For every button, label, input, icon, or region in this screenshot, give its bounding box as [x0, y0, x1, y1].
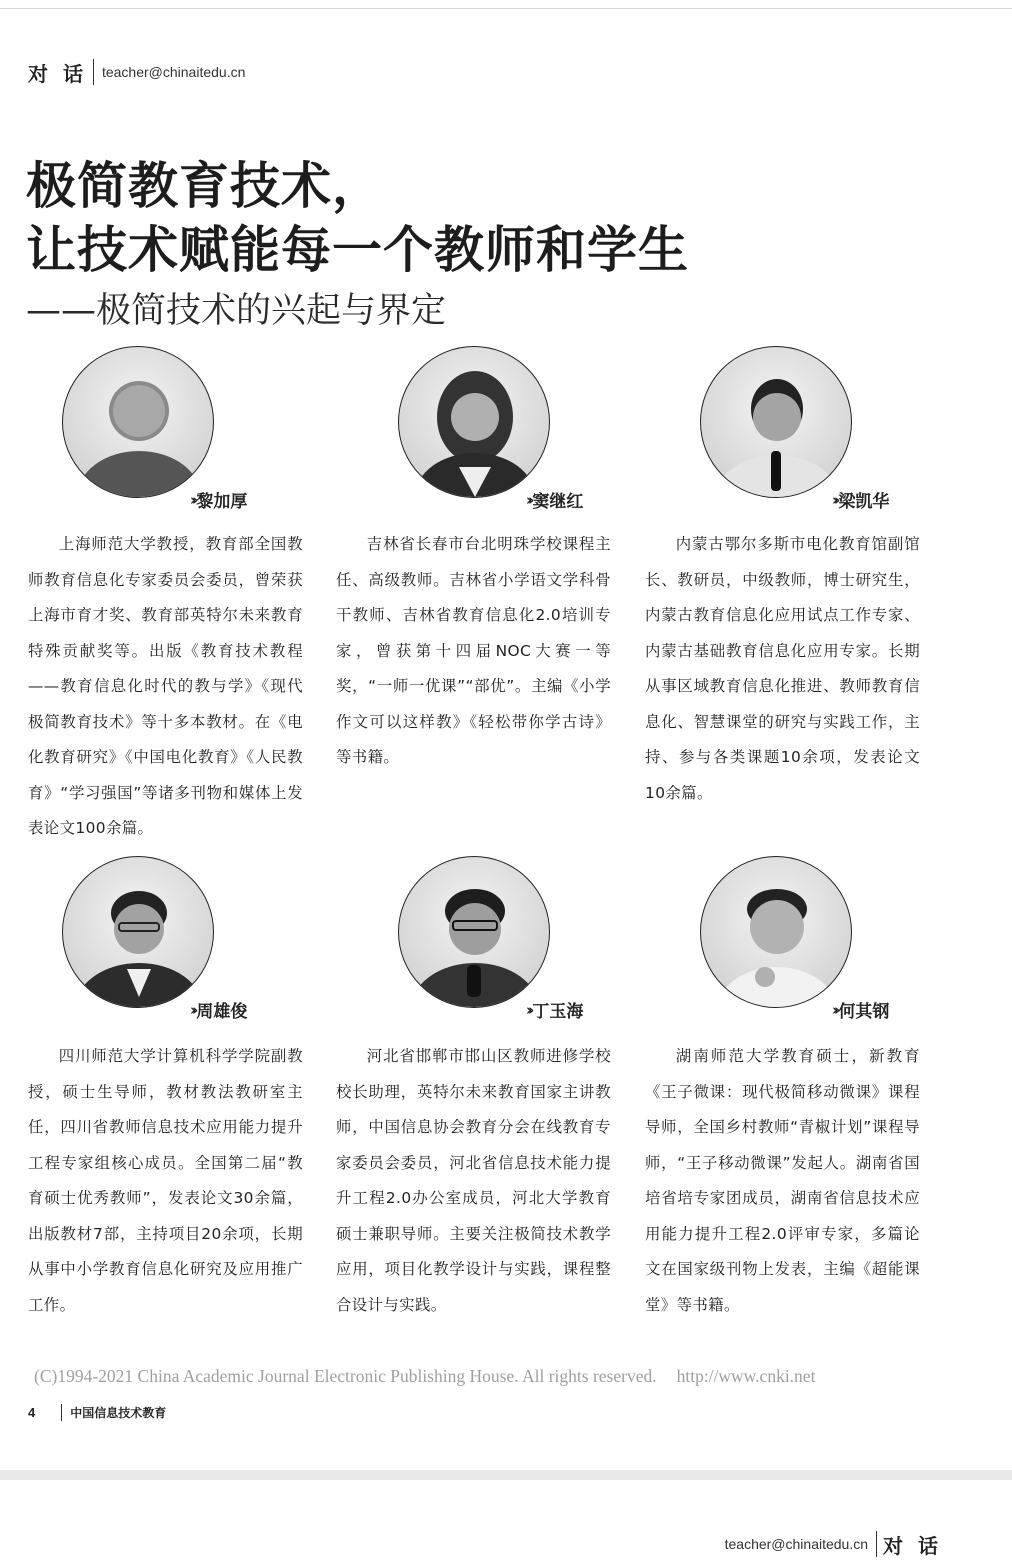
portrait-photo: [700, 346, 852, 498]
portrait-photo: [700, 856, 852, 1008]
person-name: ›› 丁玉海: [526, 1000, 584, 1022]
double-chevron-icon: ››: [190, 490, 195, 509]
header-email[interactable]: teacher@chinaitedu.cn: [101, 64, 246, 80]
copyright-notice: (C)1994-2021 China Academic Journal Electronic Publishing House. All rights reserved. http://www.cnki.net: [34, 1366, 816, 1386]
footer-divider: [61, 1404, 62, 1421]
person-bio: 湖南师范大学教育硕士，新教育《王子微课：现代极简移动微课》课程导师，全国乡村教师“青椒计划”课程导师，“王子移动微课”发起人。湖南省国培省培专家团成员，湖南省信息技术应用能力提升工程2.0评审专家，多篇论文在国家级刊物上发表，主编《超能课堂》等书籍。: [645, 1047, 920, 1314]
portrait-photo: [398, 346, 550, 498]
section-label: 对 话: [28, 61, 87, 86]
double-chevron-icon: ››: [832, 1000, 837, 1019]
journal-name: 中国信息技术教育: [70, 1405, 167, 1420]
section-label: 对 话: [883, 1533, 942, 1558]
header-divider: [93, 59, 94, 85]
article-subtitle: ——极简技术的兴起与界定: [26, 291, 447, 331]
page-separator: [0, 1470, 1012, 1480]
person-name: ›› 黎加厚: [190, 490, 248, 512]
double-chevron-icon: ››: [526, 490, 531, 509]
portrait-photo: [62, 856, 214, 1008]
page-number: 4: [28, 1404, 36, 1420]
double-chevron-icon: ››: [526, 1000, 531, 1019]
page-header: [28, 58, 245, 86]
cnki-link[interactable]: http://www.cnki.net: [676, 1366, 816, 1386]
portrait-photo: [62, 346, 214, 498]
person-bio: 内蒙古鄂尔多斯市电化教育馆副馆长、教研员，中级教师，博士研究生，内蒙古教育信息化应用试点工作专家、内蒙古基础教育信息化应用专家。长期从事区域教育信息化推进、教师教育信息化、智慧课堂的研究与实践工作，主持、参与各类课题10余项，发表论文10余篇。: [645, 535, 920, 802]
person-bio: 河北省邯郸市邯山区教师进修学校校长助理，英特尔未来教育国家主讲教师，中国信息协会教育分会在线教育专家委员会委员，河北省信息技术能力提升工程2.0办公室成员，河北大学教育硕士兼职导师。主要关注极简技术教学应用，项目化教学设计与实践，课程整合设计与实践。: [336, 1047, 611, 1314]
person-name: ›› 窦继红: [526, 490, 584, 512]
next-page-header: [725, 1530, 942, 1558]
double-chevron-icon: ››: [832, 490, 837, 509]
person-bio: 四川师范大学计算机科学学院副教授，硕士生导师，教材教法教研室主任，四川省教师信息技术应用能力提升工程专家组核心成员。全国第二届“教育硕士优秀教师”，发表论文30余篇，出版教材7部，主持项目20余项，长期从事中小学教育信息化研究及应用推广工作。: [28, 1047, 303, 1314]
person-bio: 吉林省长春市台北明珠学校课程主任、高级教师。吉林省小学语文学科骨干教师、吉林省教育信息化2.0培训专家，曾获第十四届NOC大赛一等奖，“一师一优课”“部优”。主编《小学作文可以这样教》《轻松带你学古诗》等书籍。: [336, 535, 611, 766]
person-name: ›› 周雄俊: [190, 1000, 248, 1022]
article-title-line-1: 极简教育技术，: [26, 156, 383, 215]
person-name: ›› 梁凯华: [832, 490, 890, 512]
header-email[interactable]: teacher@chinaitedu.cn: [724, 1536, 869, 1552]
portrait-photo: [398, 856, 550, 1008]
double-chevron-icon: ››: [190, 1000, 195, 1019]
page-footer: [28, 1402, 166, 1422]
person-name: ›› 何其钢: [832, 1000, 890, 1022]
header-divider: [876, 1531, 877, 1557]
top-divider: [0, 8, 1012, 9]
person-bio: 上海师范大学教授，教育部全国教师教育信息化专家委员会委员，曾荣获上海市育才奖、教育部英特尔未来教育特殊贡献奖等。出版《教育技术教程——教育信息化时代的教与学》《现代极简教育技术》等十多本教材。在《电化教育研究》《中国电化教育》《人民教育》“学习强国”等诸多刊物和媒体上发表论文100余篇。: [28, 535, 303, 837]
article-title-line-2: 让技术赋能每一个教师和学生: [26, 220, 689, 279]
